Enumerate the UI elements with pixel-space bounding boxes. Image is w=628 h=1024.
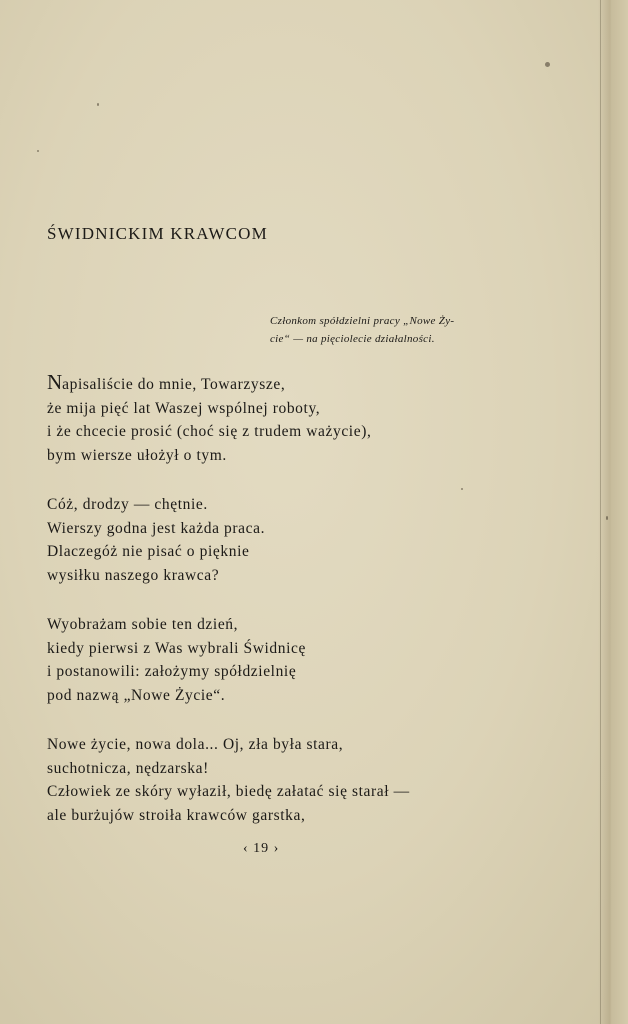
poem-line: Nowe życie, nowa dola... Oj, zła była stara, [47,736,344,753]
poem-line [47,372,487,397]
poem-line: Człowiek ze skóry wyłaził, biedę załatać się starał — [47,783,410,800]
poem-line: suchotnicza, nędzarska! [47,759,209,777]
poem-line: pod nazwą „Nowe Życie“. [47,686,226,704]
page-edge-line [600,0,601,1024]
poem-line: ale burżujów stroiła krawców garstka, [47,806,306,824]
poem-line: i że chcecie prosić (choć się z trudem ważycie), [47,423,372,440]
drop-cap: N [47,370,63,394]
page-number: ‹ 19 › [243,841,280,856]
poem-line: bym wiersze ułożył o tym. [47,446,227,464]
paper-speck [545,62,550,67]
dedication-line: cie“ — na pięciolecie działalności. [270,333,435,345]
poem-line: Cóż, drodzy — chętnie. [47,496,208,513]
paper-speck [97,103,99,106]
poem-line: wysiłku naszego krawca? [47,566,220,584]
poem-line: Wyobrażam sobie ten dzień, [47,616,239,633]
stanza-4 [47,733,487,827]
stanza-1 [47,372,487,467]
poem-body [47,372,487,853]
paper-speck [606,516,608,520]
poem-line: że mija pięć lat Waszej wspólnej roboty, [47,399,321,417]
poem-line-rest: apisaliście do mnie, Towarzysze, [62,376,286,393]
paper-speck [37,150,39,152]
poem-title: ŚWIDNICKIM KRAWCOM [47,224,268,243]
poem-line: Wierszy godna jest każda praca. [47,519,266,537]
dedication-line: Członkom spółdzielni pracy „Nowe Ży- [270,315,455,327]
poem-line: Dlaczegóż nie pisać o pięknie [47,543,250,560]
page-edge-shadow [598,0,628,1024]
stanza-3 [47,613,487,707]
poem-line: kiedy pierwsi z Was wybrali Świdnicę [47,639,306,657]
poem-line: i postanowili: założymy spółdzielnię [47,663,297,680]
dedication [270,312,510,348]
stanza-2 [47,493,487,587]
